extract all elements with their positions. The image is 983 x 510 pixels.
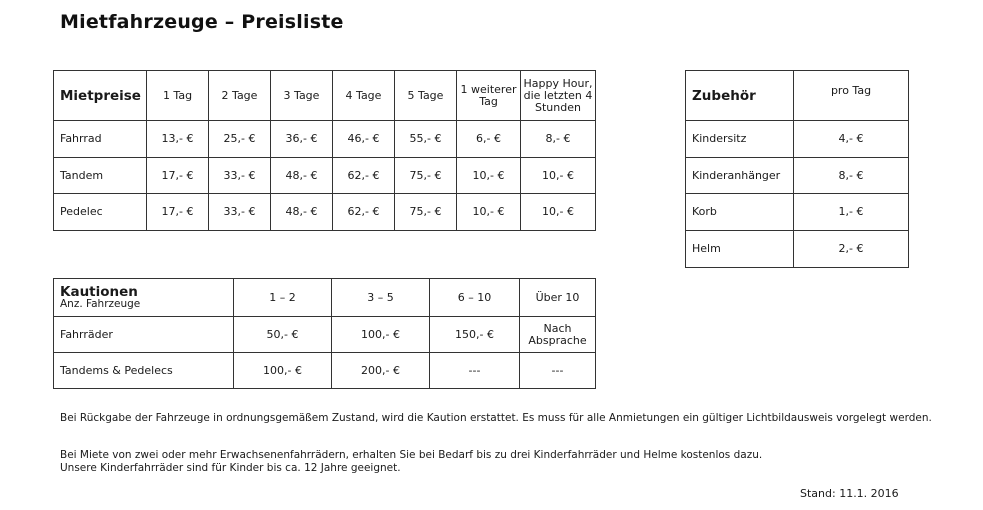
row-label: Fahrräder	[54, 317, 234, 353]
deposit-cell: 50,- €	[234, 317, 332, 353]
column-header: 3 – 5	[332, 279, 430, 317]
deposit-return-note: Bei Rückgabe der Fahrzeuge in ordnungsgemäßem Zustand, wird die Kaution erstattet. Es muss für alle Anmietungen ein gültiger Lichtbildausweis vorgelegt werden.	[60, 412, 932, 424]
table-row	[686, 231, 909, 268]
price-cell: 75,- €	[395, 158, 457, 194]
price-cell: 48,- €	[271, 194, 333, 231]
table-row	[686, 121, 909, 158]
column-header: 6 – 10	[430, 279, 520, 317]
deposits-table	[53, 278, 596, 389]
deposits-subheader: Anz. Fahrzeuge	[60, 297, 141, 310]
price-cell: 17,- €	[147, 194, 209, 231]
deposit-cell: 200,- €	[332, 353, 430, 389]
column-header: 5 Tage	[395, 71, 457, 121]
deposits-header-cell	[54, 279, 234, 317]
price-cell: 33,- €	[209, 194, 271, 231]
price-cell: 36,- €	[271, 121, 333, 158]
accessories-table	[685, 70, 909, 268]
price-cell: 8,- €	[794, 158, 909, 194]
price-cell: 62,- €	[333, 194, 395, 231]
price-cell: 75,- €	[395, 194, 457, 231]
column-header: 1 weiterer Tag	[457, 71, 521, 121]
price-cell: 2,- €	[794, 231, 909, 268]
children-age-note: Unsere Kinderfahrräder sind für Kinder bis ca. 12 Jahre geeignet.	[60, 462, 401, 474]
table-row	[54, 317, 596, 353]
table-row	[54, 353, 596, 389]
page-title: Mietfahrzeuge – Preisliste	[60, 11, 344, 33]
row-label: Tandem	[54, 158, 147, 194]
column-header: 3 Tage	[271, 71, 333, 121]
price-cell: 8,- €	[521, 121, 596, 158]
price-cell: 55,- €	[395, 121, 457, 158]
deposit-cell: ---	[430, 353, 520, 389]
table-row	[686, 158, 909, 194]
price-cell: 62,- €	[333, 158, 395, 194]
column-header: 1 Tag	[147, 71, 209, 121]
price-cell: 46,- €	[333, 121, 395, 158]
date-stamp: Stand: 11.1. 2016	[800, 487, 899, 500]
column-header: Über 10	[520, 279, 596, 317]
price-cell: 10,- €	[521, 194, 596, 231]
table-row	[54, 121, 596, 158]
price-cell: 10,- €	[457, 158, 521, 194]
table-row	[686, 194, 909, 231]
row-label: Fahrrad	[54, 121, 147, 158]
deposit-cell: 100,- €	[234, 353, 332, 389]
deposit-cell: 150,- €	[430, 317, 520, 353]
column-header: 4 Tage	[333, 71, 395, 121]
price-cell: 33,- €	[209, 158, 271, 194]
deposits-header: Kautionen	[60, 283, 138, 300]
price-cell: 48,- €	[271, 158, 333, 194]
price-cell: 6,- €	[457, 121, 521, 158]
rental-prices-header: Mietpreise	[54, 71, 147, 121]
table-row	[54, 158, 596, 194]
row-label: Tandems & Pedelecs	[54, 353, 234, 389]
accessories-header: Zubehör	[686, 71, 794, 121]
children-bikes-note: Bei Miete von zwei oder mehr Erwachsenenfahrrädern, erhalten Sie bei Bedarf bis zu drei Kinderfahrräder und Helme kostenlos dazu.	[60, 449, 763, 461]
row-label: Kindersitz	[686, 121, 794, 158]
row-label: Kinderanhänger	[686, 158, 794, 194]
column-header: 2 Tage	[209, 71, 271, 121]
deposit-cell: Nach Absprache	[520, 317, 596, 353]
table-row	[54, 194, 596, 231]
price-cell: 13,- €	[147, 121, 209, 158]
price-cell: 4,- €	[794, 121, 909, 158]
row-label: Korb	[686, 194, 794, 231]
row-label: Pedelec	[54, 194, 147, 231]
deposit-cell: ---	[520, 353, 596, 389]
column-header: 1 – 2	[234, 279, 332, 317]
price-cell: 25,- €	[209, 121, 271, 158]
price-cell: 1,- €	[794, 194, 909, 231]
column-header: pro Tag	[794, 71, 909, 121]
price-cell: 17,- €	[147, 158, 209, 194]
row-label: Helm	[686, 231, 794, 268]
rental-prices-table	[53, 70, 596, 231]
deposit-cell: 100,- €	[332, 317, 430, 353]
price-cell: 10,- €	[521, 158, 596, 194]
price-cell: 10,- €	[457, 194, 521, 231]
column-header: Happy Hour, die letzten 4 Stunden	[521, 71, 596, 121]
